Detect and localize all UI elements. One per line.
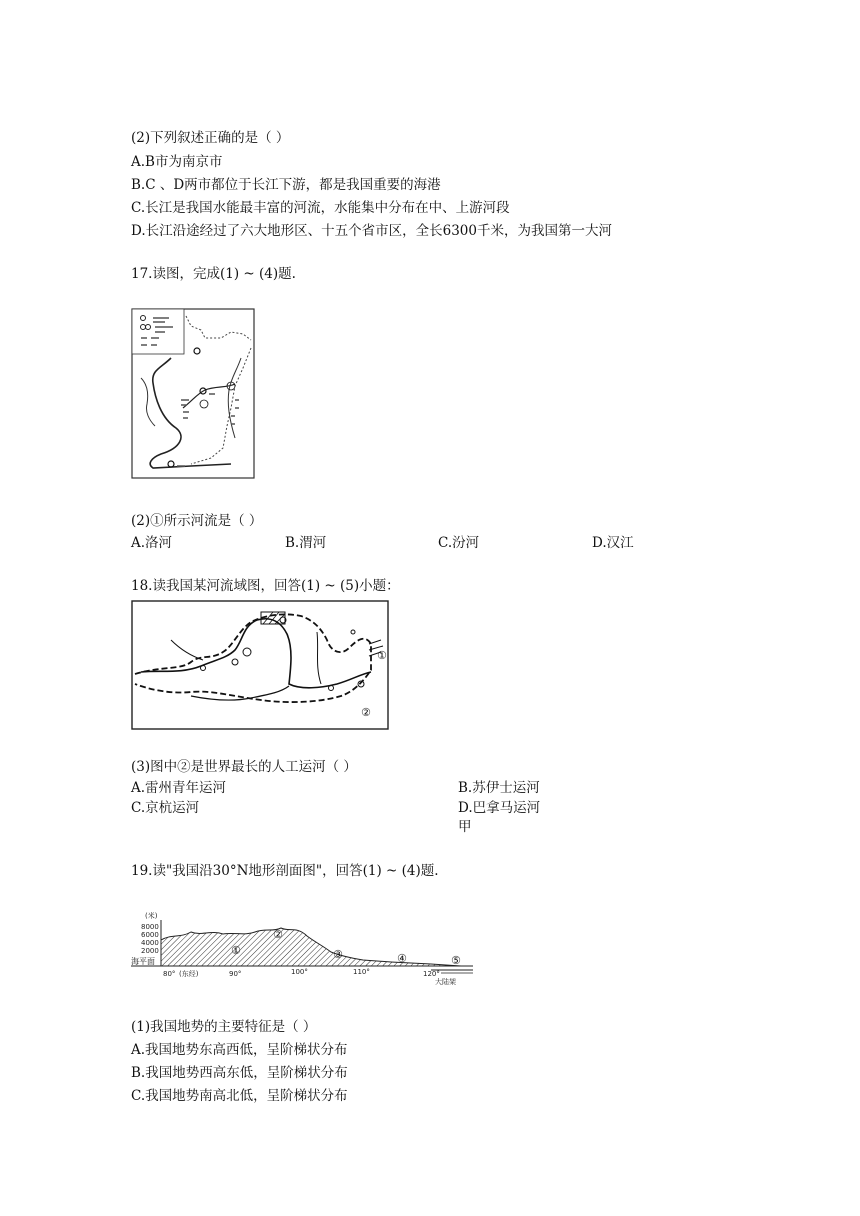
profile-marker-1: ① [231, 944, 241, 957]
profile-y-6000: 6000 [141, 931, 159, 939]
q18-marker-1: ① [377, 649, 387, 662]
q17-stem: 17.读图，完成(1) ~ (4)题. [131, 266, 296, 282]
q19-stem: 19.读"我国沿30°N地形剖面图"，回答(1) ~ (4)题. [131, 863, 439, 879]
profile-x-100: 100° [291, 968, 308, 976]
q18-stray-text: 甲 [458, 819, 472, 835]
q18-option-c: C.京杭运河 [131, 800, 200, 816]
q19-profile-svg [131, 906, 476, 988]
q18-sub-stem: (3)图中②是世界最长的人工运河（ ） [131, 759, 357, 775]
q19-profile-figure [131, 906, 476, 988]
q17-option-a: A.洛河 [131, 535, 173, 551]
profile-x-80: 80° [163, 970, 176, 978]
q18-map-figure [131, 600, 389, 730]
profile-x-110: 110° [353, 968, 370, 976]
q18-option-d: D.巴拿马运河 [458, 800, 541, 816]
q18-option-a: A.雷州青年运河 [131, 780, 227, 796]
profile-y-4000: 4000 [141, 939, 159, 947]
q17-sub-stem: (2)①所示河流是（ ） [131, 513, 263, 529]
q16-stem: (2)下列叙述正确的是（ ） [131, 130, 290, 146]
q17-option-b: B.渭河 [285, 535, 327, 551]
profile-y-2000: 2000 [141, 947, 159, 955]
profile-y-unit: (米) [145, 912, 158, 920]
profile-x-unit: (东经) [179, 970, 199, 978]
profile-marker-4: ④ [397, 952, 407, 965]
q18-stem: 18.读我国某河流域图，回答(1) ~ (5)小题： [131, 578, 400, 594]
q16-option-a: A.B市为南京市 [131, 154, 223, 170]
profile-shelf: 大陆架 [435, 978, 456, 986]
q17-option-d: D.汉江 [592, 535, 634, 551]
profile-y-8000: 8000 [141, 923, 159, 931]
profile-x-120: 120° [423, 970, 440, 978]
q17-option-c: C.汾河 [438, 535, 480, 551]
q18-marker-2: ② [361, 706, 371, 719]
profile-marker-5: ⑤ [451, 954, 461, 967]
profile-marker-3: ③ [333, 948, 343, 961]
q18-option-b: B.苏伊士运河 [458, 780, 540, 796]
q17-map-svg [131, 308, 255, 479]
q17-map-figure [131, 308, 255, 479]
q19-option-c: C.我国地势南高北低，呈阶梯状分布 [131, 1088, 348, 1104]
q16-option-b: B.C 、D两市都位于长江下游，都是我国重要的海港 [131, 177, 441, 193]
q16-option-d: D.长江沿途经过了六大地形区、十五个省市区，全长6300千米，为我国第一大河 [131, 223, 612, 239]
profile-x-90: 90° [229, 970, 242, 978]
q18-map-svg [131, 600, 389, 730]
q19-option-a: A.我国地势东高西低，呈阶梯状分布 [131, 1042, 348, 1058]
q19-option-b: B.我国地势西高东低，呈阶梯状分布 [131, 1065, 348, 1081]
profile-sea-level: 海平面 [131, 957, 155, 966]
profile-marker-2: ② [273, 928, 283, 941]
q16-option-c: C.长江是我国水能最丰富的河流，水能集中分布在中、上游河段 [131, 200, 510, 216]
q19-sub-stem: (1)我国地势的主要特征是（ ） [131, 1019, 317, 1035]
